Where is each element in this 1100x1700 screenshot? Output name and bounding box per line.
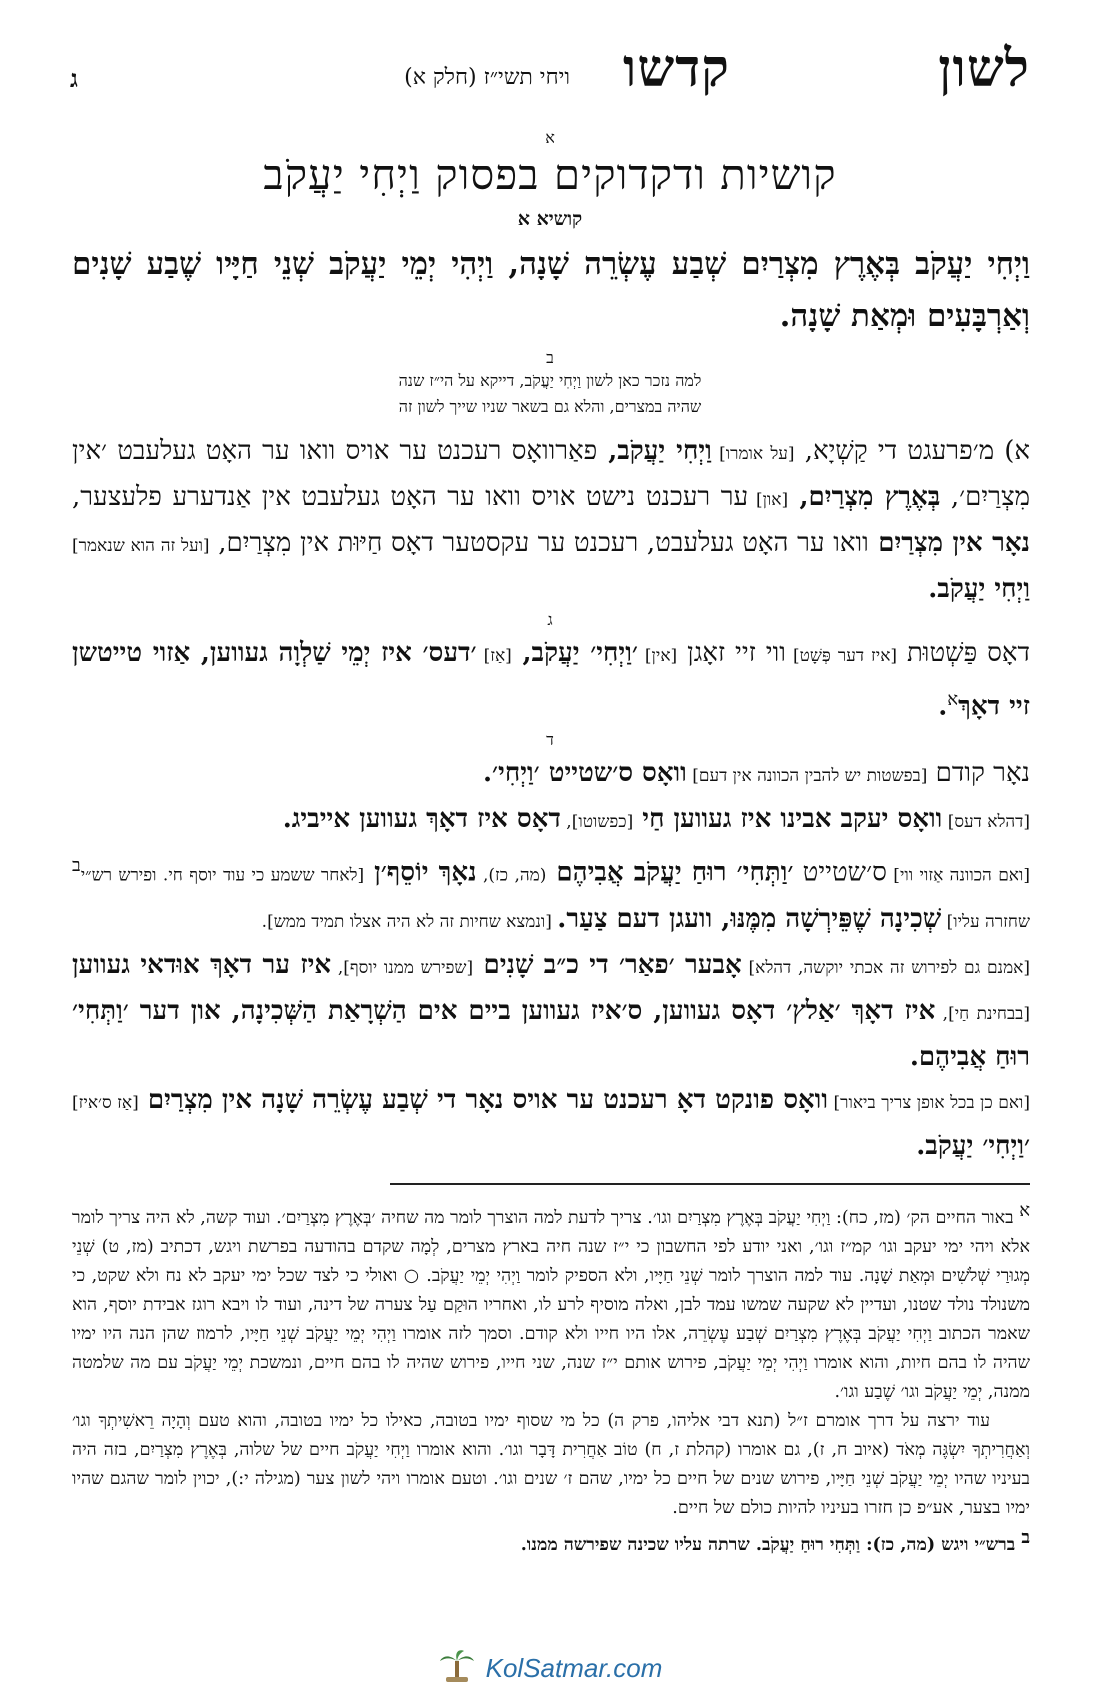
- para-d3-bracket-2: (מה, כז),: [476, 865, 547, 886]
- para-d5-bold-1: וואָס פונקט דאָ רעכנט ער אויס נאָר די שְׁבַע עֶשְׂרֵה שָׁנָה אין מִצְרַיִם: [138, 1084, 828, 1115]
- para-d2-bracket-2: [כפשוטו],: [560, 812, 634, 832]
- para-d4-bold-3: איז דאָךְ ׳אַלץ׳ דאָס געווען, ס׳איז געווען ביים אים הַשְׁרָאַת הַשְּׁכִינָה, און דער ׳וַתְּחִי׳ רוּחַ אֲבִיהֶם.: [72, 995, 1030, 1072]
- para-a-text-3: ער רעכנט נישט אויס וואו ער האָט געלעבט אין אַנדערע פלעצער,: [72, 482, 749, 512]
- footnote-divider: [390, 1183, 1030, 1185]
- para-d3-text-1: ס׳שטייט: [793, 857, 887, 888]
- para-g-text-3: ׳דעס׳ איז יְמֵי שַׁלְוָה געווען, אַזוי טייטשן זיי דאָךְ: [72, 638, 1030, 722]
- header-subtitle: ויחי תשי״ז (חלק א): [404, 65, 570, 90]
- footnote-a-marker: א: [1019, 1200, 1030, 1221]
- para-g-bracket-2: [אין]: [637, 646, 678, 666]
- para-d1-text-1: נאָר קודם: [927, 758, 1030, 788]
- para-d5-bracket-2: [אַז ס׳איז]: [72, 1092, 139, 1113]
- footnotes: [72, 1196, 1030, 1560]
- para-d-line-2: [72, 798, 1030, 844]
- header-title-left: קדשו: [623, 38, 730, 99]
- footer-watermark: [0, 1648, 1100, 1688]
- para-d4-bold-2: איז ער דאָךְ אוּדאי געווען: [72, 949, 332, 980]
- footnote-ref-b[interactable]: ב: [72, 855, 81, 876]
- para-d3-bracket-4: שחזרה עליו]: [941, 911, 1030, 932]
- para-a-text-2: פאַרוואָס רעכנט ער אויס וואו ער האָט געלעבט ׳אין מִצְרַיִם׳,: [72, 436, 1030, 512]
- para-d3-bold-3: שְׁכִינָה שֶׁפֵּירְשָׁה מִמֶּנּוּ, וועגן דעם צַעַר.: [557, 903, 942, 934]
- footnote-a-text-1: באור החיים הק׳ (מז, כח): וַיְחִי יַעֲקֹב בְּאֶרֶץ מִצְרַיִם וגו׳. צריך לדעת למה הוצרך לומר מה שחיה ׳בְּאֶרֶץ מִצְרַיִם׳. ועוד קשה, לא היה צריך לומר אלא ויהי ימי יעקב וגו׳ קמ״ז וגו׳, ואני יודע לפי החשבון כי י״ז שנה חיה בארץ מצרים, לְמָה שקדם בהודעה בפרשת ויגש, דכתיב (מז, ט) שְׁנֵי מְגוּרַי שְׁלֹשִׁים וּמְאַת שָׁנָה. עוד למה הוצרך לומר שְׁנֵי חַיָּיו, ולא הספיק לומר וַיְהִי יְמֵי יַעֲקֹב. ○ ואולי כי לצד שכל ימי יעקב לא נח ולא שקט, כי משנולד נולד שטנו, ועדיין לא שקעה שמשו עמד לבן, ואלה מוסיף לרע לו, ואחריו הוּקַם עַל צערה של דינה, ועוד לו ויבא רוגז אבידת יוסף, הוא שאמר הכתוב וַיְחִי יַעֲקֹב בְּאֶרֶץ מִצְרַיִם שְׁבַע עֶשְׂרֵה, אלו היו חייו ולא קודם. וסמך לזה אומרו וַיְהִי יְמֵי יַעֲקֹב שְׁנֵי חַיָּיו, לרמוז שהן הנה היו ימיו שהיה לו בהם חיות, והוא אומרו וַיְהִי יְמֵי יַעֲקֹב, פירוש אותם י״ז שנה, שני חייו, פירוש שהיה לו בהם חיים, ונמשכת יְמֵי יַעֲקֹב עם מה שלמטה ממנה, יְמֵי יַעֲקֹב וגו׳ שֶׁבַע וגו׳.: [72, 1207, 1030, 1402]
- para-d-line-5: [72, 1079, 1030, 1168]
- section-title: קושיות ודקדוקים בפסוק וַיְחִי יַעֲקֹב: [263, 150, 837, 199]
- para-g-text-2: ווי זיי זאָגן: [677, 638, 786, 668]
- footnote-a: [72, 1196, 1030, 1407]
- page-number: ג: [70, 64, 78, 93]
- para-a-bracket-2: [און]: [748, 490, 789, 510]
- marker-g: ג: [547, 610, 553, 629]
- para-g-text-4: .: [938, 691, 948, 722]
- footnote-b: [72, 1523, 1030, 1560]
- para-d-line-3: [72, 844, 1030, 944]
- footnote-b-marker: ב: [1021, 1526, 1030, 1548]
- para-d3-bold-1: ׳וַתְּחִי׳ רוּחַ יַעֲקֹב אֲבִיהֶם: [546, 857, 794, 888]
- para-d2-bracket-1: [דהלא דעס]: [942, 812, 1030, 832]
- para-d3-bold-2: נאָךְ יוֹסֵף׳ן: [364, 857, 477, 888]
- para-d1-bracket-1: [בפשטות יש להבין הכוונה אין דעם]: [686, 766, 928, 786]
- verse-text: וַיְחִי יַעֲקֹב בְּאֶרֶץ מִצְרַיִם שְׁבַע עֶשְׂרֵה שָׁנָה, וַיְהִי יְמֵי יַעֲקֹב שְׁנֵי חַיָּיו שֶׁבַע שָׁנִים וְאַרְבָּעִים וּמְאַת שָׁנָה.: [72, 246, 1030, 334]
- para-d3-bracket-5: [ונמצא שחיות זה לא היה אצלו תמיד ממש].: [261, 911, 558, 932]
- header-title-right: לשון: [938, 38, 1030, 99]
- section-subtitle: קושיא א: [517, 208, 583, 230]
- para-d4-bracket-2: [שפירש ממנו יוסף],: [331, 957, 474, 978]
- para-d-line-1: [72, 752, 1030, 798]
- page-header: [70, 38, 1030, 108]
- para-d5-bracket-1: [ואם כן בכל אופן צריך ביאור]: [828, 1092, 1030, 1113]
- para-a-bracket-3: [ועל זה הוא שנאמר]: [72, 536, 210, 556]
- para-a-bracket-1: [על אומרו]: [711, 444, 795, 464]
- para-a-text-4: וואו ער האָט געלעבט, רעכנט ער עקסטער דאָס חַיּוּת אין מִצְרַיִם,: [209, 528, 869, 558]
- palm-tree-icon: [438, 1647, 476, 1689]
- para-a-text-1: א) מ׳פרעגט די קַשְׁיָא,: [794, 436, 1030, 466]
- footer-brand[interactable]: KolSatmar.com: [485, 1652, 663, 1683]
- para-a-bold-3: נאָר אין מִצְרַיִם: [868, 528, 1030, 558]
- footnote-a-text-2: עוד ירצה על דרך אומרם ז״ל (תנא דבי אליהו, פרק ה) כל מי שסוף ימיו בטובה, כאילו כל ימיו בטובה, והוא טעם וְהָיָה רֵאשִׁיתְךָ וגו׳ וְאַחֲרִיתְךָ יִשְׂגֶּה מְאֹד (איוב ח, ז), גם אומרו (קהלת ז, ח) טוֹב אַחֲרִית דָּבָר וגו׳. והוא אומרו וַיְחִי יַעֲקֹב חיים של שלוה, בְּאֶרֶץ מִצְרַיִם, בזה היה בעיניו שהיו יְמֵי יַעֲקֹב שְׁנֵי חַיָּיו, פירוש שנים של חיים כל ימיו, שהם ז׳ שנים וגו׳. וטעם אומרו ויהי לשון צער (מגילה י:), יכוין לומר שהגם שהיו ימיו בצער, אע״פ כן חזרו בעיניו להיות כולם של חיים.: [72, 1410, 1030, 1518]
- para-d4-bold-1: אָבער ׳פאַר׳ די כ״ב שָׁנִים: [473, 949, 742, 980]
- para-d1-bold-1: וואָס ס׳שטייט ׳וַיְחִי׳.: [482, 758, 687, 788]
- para-a-bold-2: בְּאֶרֶץ מִצְרַיִם,: [788, 482, 941, 512]
- marker-d: ד: [546, 730, 554, 749]
- para-d-line-4: [72, 944, 1030, 1079]
- footnote-a-continued: [72, 1407, 1030, 1523]
- para-g-text-1: דאָס פַּשְׁטוּת: [897, 638, 1030, 668]
- section-marker: א: [545, 128, 555, 147]
- para-a-bold-4: וַיְחִי יַעֲקֹב.: [928, 574, 1030, 604]
- para-d5-bold-2: ׳וַיְחִי׳ יַעֲקֹב.: [916, 1130, 1030, 1161]
- footnote-ref-a[interactable]: א: [947, 689, 959, 710]
- question-line-1: למה נזכר כאן לשון וַיְחִי יַעֲקֹב, דייקא על הי״ז שנה: [398, 371, 702, 390]
- para-g-bracket-1: [איז דער פְּשָׁט]: [785, 646, 898, 666]
- paragraph-a: [72, 430, 1030, 611]
- footnote-b-text: ברש״י ויגש (מה, כז): וַתְּחִי רוּחַ יַעֲקֹב. שרתה עליו שכינה שפירשה ממנו.: [520, 1534, 1016, 1555]
- para-d4-bracket-3: [בבחינת חַי],: [935, 1003, 1030, 1024]
- para-d3-bracket-3: [לאחר ששמע כי עוד יוסף חי. ופירש רש״י: [80, 865, 365, 886]
- para-g-bracket-3: [אַז]: [476, 646, 512, 666]
- para-d2-bold-2: דאָס איז דאָךְ געווען אייביג.: [282, 804, 561, 834]
- marker-b: ב: [546, 348, 554, 367]
- paragraph-g: [72, 632, 1030, 729]
- para-a-bold-1: וַיְחִי יַעֲקֹב,: [597, 436, 712, 466]
- para-g-bold-1: ׳וַיְחִי׳ יַעֲקֹב,: [511, 638, 638, 668]
- paragraph-d: [72, 752, 1030, 1168]
- para-d3-bracket-1: [ואם הכוונה אַזוי ווי]: [886, 865, 1030, 886]
- question-line-2: שהיה במצרים, והלא גם בשאר שניו שייך לשון זה: [398, 397, 702, 416]
- para-d2-bold-1: וואָס יעקב אבינו איז געווען חַי: [633, 804, 943, 834]
- para-d4-bracket-1: [אמנם גם לפירוש זה אכתי יוקשה, דהלא]: [741, 957, 1030, 978]
